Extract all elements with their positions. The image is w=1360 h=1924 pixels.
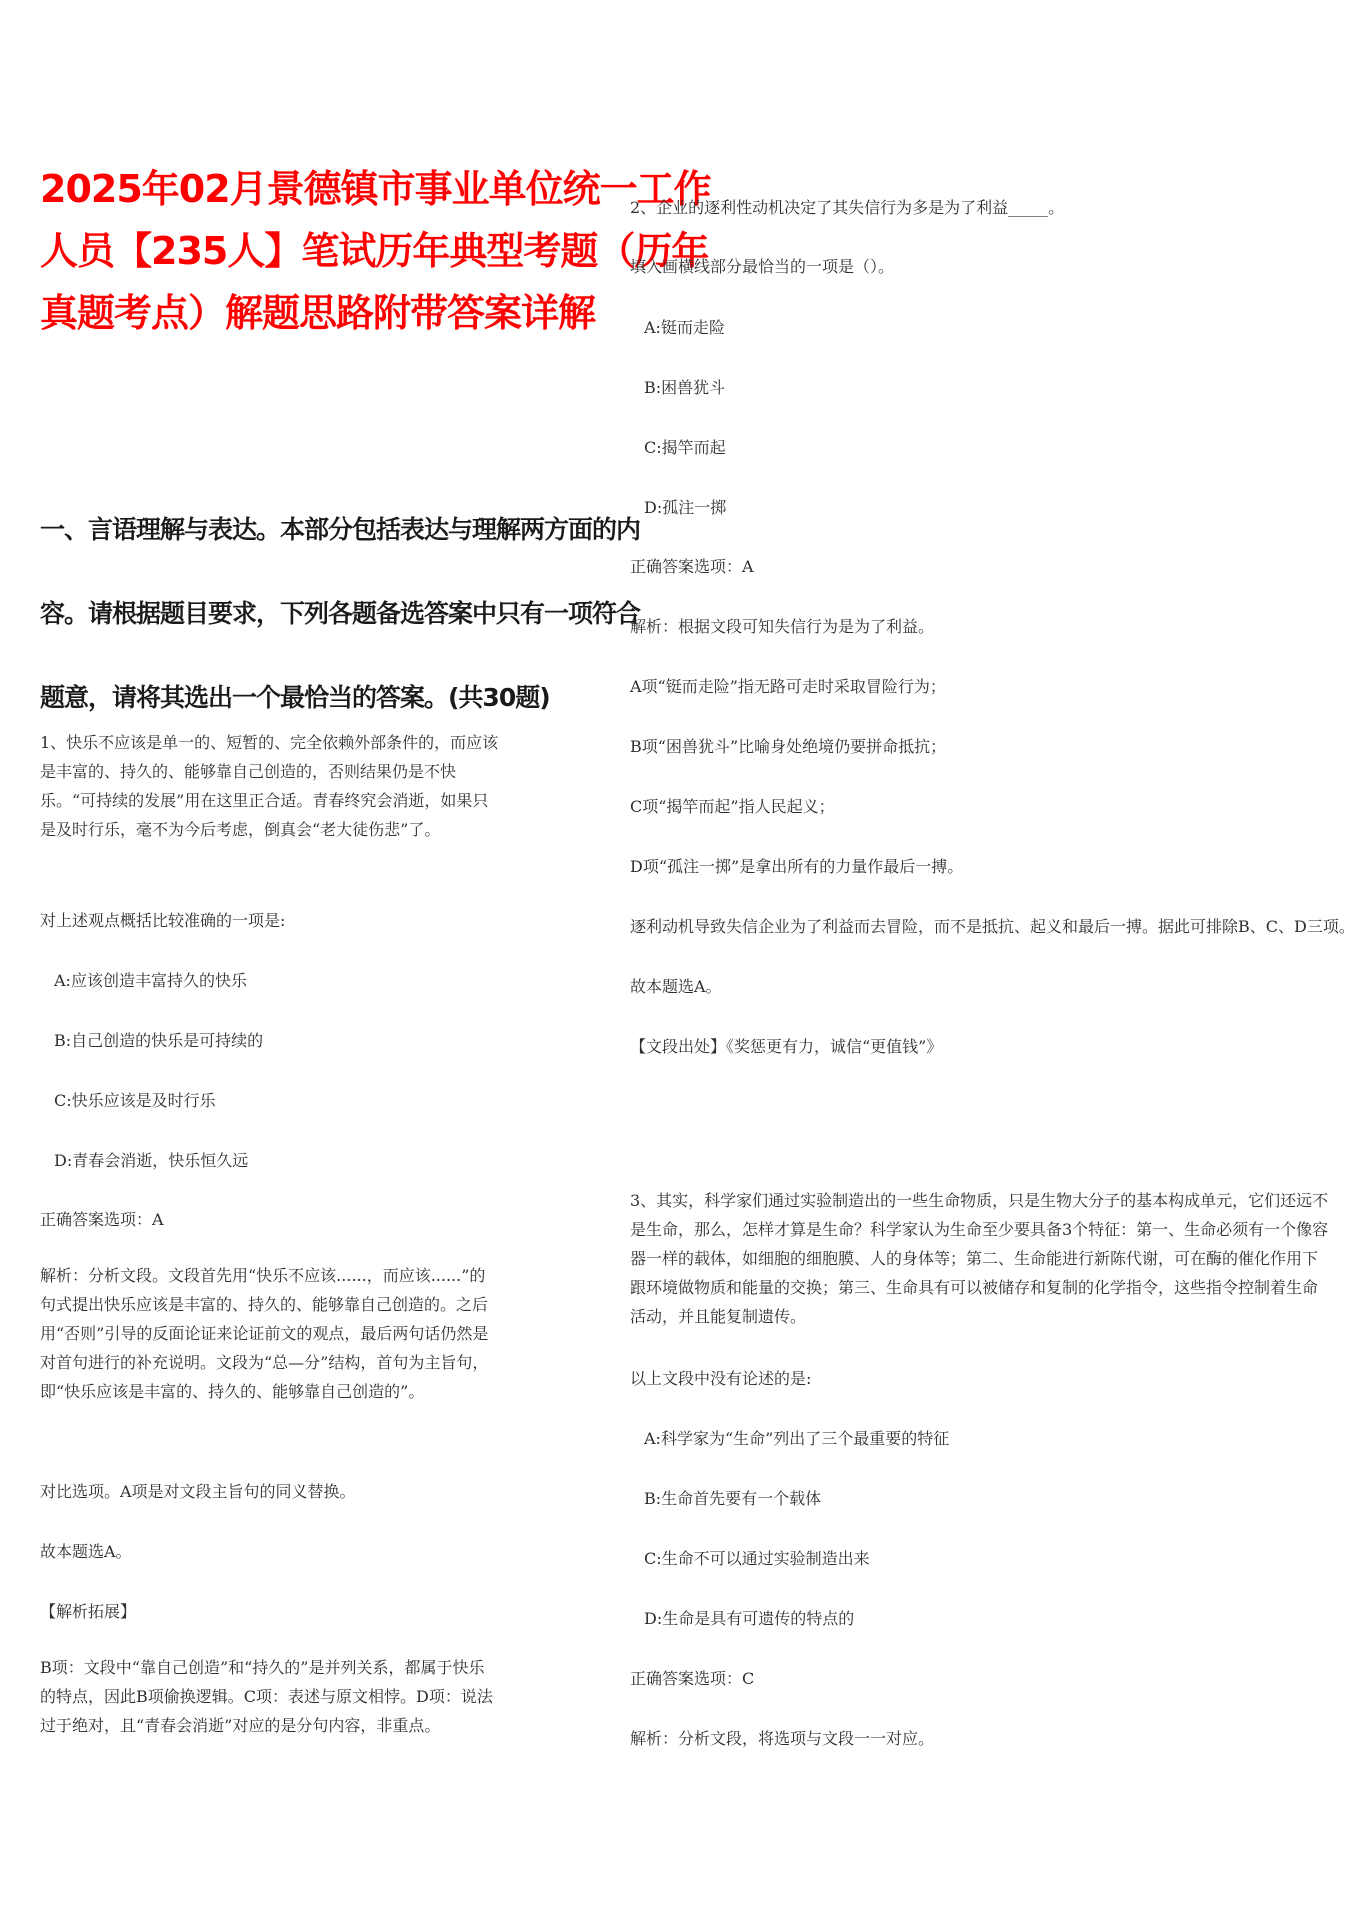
question-1-prompt: 对上述观点概括比较准确的一项是: xyxy=(40,911,286,930)
question-2-line: 逐利动机导致失信企业为了利益而去冒险，而不是抵抗、起义和最后一搏。据此可排除B、C、D三项。 xyxy=(630,917,1355,936)
question-2-option-c: C:揭竿而起 xyxy=(644,438,726,457)
question-2-line: C项“揭竿而起”指人民起义； xyxy=(630,797,835,816)
question-1-answer: 正确答案选项：A xyxy=(40,1210,164,1229)
question-2-line: D项“孤注一掷”是拿出所有的力量作最后一搏。 xyxy=(630,857,964,876)
section-heading xyxy=(40,488,641,740)
question-3-option-d: D:生命是具有可遗传的特点的 xyxy=(644,1609,855,1628)
question-1-compare: 对比选项。A项是对文段主旨句的同义替换。 xyxy=(40,1482,356,1501)
question-2-option-b: B:困兽犹斗 xyxy=(644,378,726,397)
title-line: 2025年02月景德镇市事业单位统一工作 xyxy=(40,167,711,211)
question-3-analysis: 解析：分析文段，将选项与文段一一对应。 xyxy=(630,1729,935,1748)
question-2-line: B项“困兽犹斗”比喻身处绝境仍要拼命抵抗； xyxy=(630,737,947,756)
question-3-stem: 3、其实，科学家们通过实验制造出的一些生命物质，只是生物大分子的基本构成单元，它们还远不是生命，那么，怎样才算是生命？科学家认为生命至少要具备3个特征：第一、生命必须有一个像容器一样的载体，如细胞的细胞膜、人的身体等；第二、生命能进行新陈代谢，可在酶的催化作用下跟环境做物质和能量的交换；第三、生命具有可以被储存和复制的化学指令，这些指令控制着生命活动，并且能复制遗传。 xyxy=(630,1191,1329,1326)
question-1-extension-title: 【解析拓展】 xyxy=(40,1602,137,1621)
question-2-option-d: D:孤注一掷 xyxy=(644,498,727,517)
question-1-stem: 1、快乐不应该是单一的、短暂的、完全依赖外部条件的，而应该是丰富的、持久的、能够靠自己创造的，否则结果仍是不快乐。“可持续的发展”用在这里正合适。青春终究会消逝，如果只是及时行乐，毫不为今后考虑，倒真会“老大徒伤悲”了。 xyxy=(40,733,499,839)
question-1-option-b: B:自己创造的快乐是可持续的 xyxy=(54,1031,264,1050)
question-1-conclusion: 故本题选A。 xyxy=(40,1542,132,1561)
question-1-option-d: D:青春会消逝，快乐恒久远 xyxy=(54,1151,249,1170)
question-2-analysis: 解析：根据文段可知失信行为是为了利益。 xyxy=(630,617,935,636)
question-1-extension: B项：文段中“靠自己创造”和“持久的”是并列关系，都属于快乐的特点，因此B项偷换逻辑。C项：表述与原文相悖。D项：说法过于绝对，且“青春会消逝”对应的是分句内容，非重点。 xyxy=(40,1658,493,1735)
section-line: 题意，请将其选出一个最恰当的答案。(共30题) xyxy=(40,683,550,712)
question-2-prompt: 填入画横线部分最恰当的一项是（）。 xyxy=(630,257,895,276)
question-3-option-a: A:科学家为“生命”列出了三个最重要的特征 xyxy=(644,1429,950,1448)
question-2-line: 故本题选A。 xyxy=(630,977,722,996)
section-line: 容。请根据题目要求，下列各题备选答案中只有一项符合 xyxy=(40,599,641,628)
question-2-source: 【文段出处】《奖惩更有力，诚信“更值钱”》 xyxy=(630,1037,943,1056)
question-2-stem: 2、企业的逐利性动机决定了其失信行为多是为了利益_____。 xyxy=(630,198,1065,217)
question-3-option-b: B:生命首先要有一个载体 xyxy=(644,1489,822,1508)
question-1-option-a: A:应该创造丰富持久的快乐 xyxy=(54,971,247,990)
question-3-option-c: C:生命不可以通过实验制造出来 xyxy=(644,1549,870,1568)
question-3-answer: 正确答案选项：C xyxy=(630,1669,755,1688)
question-2-line: A项“铤而走险”指无路可走时采取冒险行为； xyxy=(630,677,946,696)
question-1-option-c: C:快乐应该是及时行乐 xyxy=(54,1091,216,1110)
section-line: 一、言语理解与表达。本部分包括表达与理解两方面的内 xyxy=(40,515,641,544)
title-line: 人员【235人】笔试历年典型考题（历年 xyxy=(40,229,709,273)
question-2-answer: 正确答案选项：A xyxy=(630,557,754,576)
title-line: 真题考点）解题思路附带答案详解 xyxy=(40,291,596,335)
question-1-analysis: 解析：分析文段。文段首先用“快乐不应该......，而应该......”的句式提出快乐应该是丰富的、持久的、能够靠自己创造的。之后用“否则”引导的反面论证来论证前文的观点，最后两句话仍然是对首句进行的补充说明。文段为“总—分”结构，首句为主旨句，即“快乐应该是丰富的、持久的、能够靠自己创造的”。 xyxy=(40,1266,489,1401)
question-3-prompt: 以上文段中没有论述的是: xyxy=(630,1369,812,1388)
question-2-option-a: A:铤而走险 xyxy=(644,318,725,337)
